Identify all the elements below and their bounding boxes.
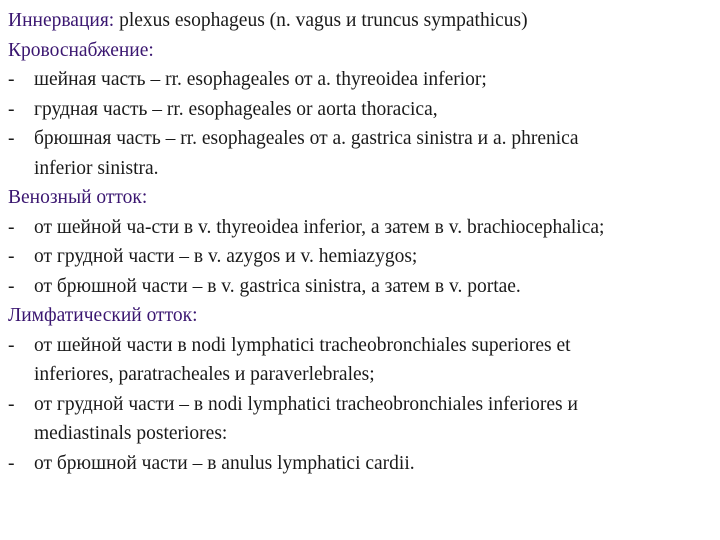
blood-supply-item xyxy=(8,124,714,183)
bullet-text-line: от брюшной части – в v. gastrica sinistra, а затем в v. portae. xyxy=(34,275,521,297)
bullet-text-line: шейная часть – rr. esophageales от a. thyreoidea inferior; xyxy=(34,69,487,90)
bullet-text xyxy=(34,213,714,243)
bullet-text xyxy=(34,331,714,390)
bullet-text-line: брюшная часть – rr. esophageales от a. gastrica sinistra и a. phrenica xyxy=(34,128,579,149)
bullet-dash: - xyxy=(8,98,15,120)
bullet-text-line: от шейной части в nodi lymphatici tracheobronchiales superiores et xyxy=(34,334,571,356)
blood-supply-item xyxy=(8,65,714,95)
lymph-outflow-heading xyxy=(8,301,714,331)
bullet-text xyxy=(34,95,714,125)
blood-supply-item xyxy=(8,95,714,125)
bullet-dash: - xyxy=(8,334,15,356)
venous-outflow-item xyxy=(8,213,714,243)
lymph-outflow-item xyxy=(8,331,714,390)
blood-supply-heading xyxy=(8,36,714,66)
bullet-text-line: inferior sinistra. xyxy=(34,157,159,179)
bullet-text-line: от грудной части – в nodi lymphatici tracheobronchiales inferiores и xyxy=(34,393,578,415)
bullet-text xyxy=(34,272,714,302)
bullet-text xyxy=(34,242,714,272)
bullet-text-line: от грудной части – в v. azygos и v. hemiazygos; xyxy=(34,246,418,267)
document-body xyxy=(8,6,714,478)
bullet-text xyxy=(34,65,714,95)
venous-outflow-item xyxy=(8,242,714,272)
bullet-dash: - xyxy=(8,69,15,90)
lymph-outflow-item xyxy=(8,449,714,479)
lymph-outflow-label: Лимфатический отток: xyxy=(8,305,198,326)
bullet-text-line: грудная часть – rr. esophageales or aorta thoracica, xyxy=(34,98,438,120)
innervation-text: plexus esophageus (n. vagus и truncus sympathicus) xyxy=(119,10,528,31)
venous-outflow-label: Венозный отток: xyxy=(8,187,148,208)
bullet-text-line: от шейной ча-сти в v. thyreoidea inferior, а затем в v. brachiocephalica; xyxy=(34,216,605,238)
bullet-dash: - xyxy=(8,275,15,297)
bullet-text-line: от брюшной части – в anulus lymphatici cardii. xyxy=(34,452,415,474)
bullet-dash: - xyxy=(8,216,15,238)
bullet-text xyxy=(34,449,714,479)
bullet-text xyxy=(34,390,714,449)
bullet-dash: - xyxy=(8,452,15,474)
bullet-dash: - xyxy=(8,393,15,415)
lymph-outflow-item xyxy=(8,390,714,449)
innervation-line xyxy=(8,6,714,36)
bullet-text xyxy=(34,124,714,183)
innervation-label: Иннервация: xyxy=(8,10,115,31)
bullet-dash: - xyxy=(8,128,15,149)
bullet-text-line: mediastinals posteriores: xyxy=(34,423,228,444)
blood-supply-label: Кровоснабжение: xyxy=(8,39,154,61)
bullet-text-line: inferiores, paratracheales и paraverlebrales; xyxy=(34,364,375,385)
bullet-dash: - xyxy=(8,246,15,267)
venous-outflow-heading xyxy=(8,183,714,213)
venous-outflow-item xyxy=(8,272,714,302)
